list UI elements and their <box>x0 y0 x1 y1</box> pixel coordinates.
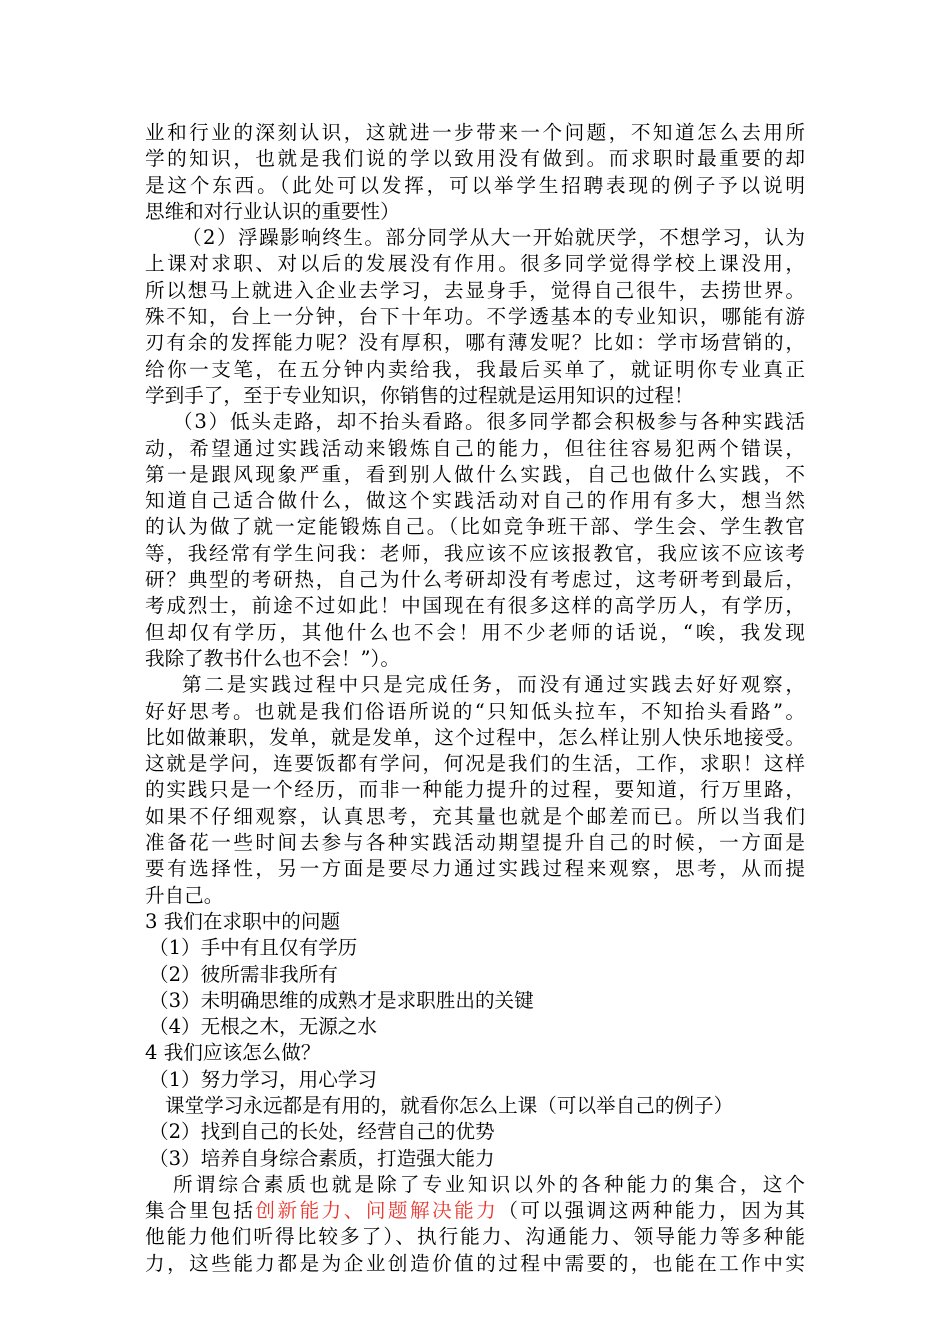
text-line: 第一是跟风现象严重，看到别人做什么实践，自己也做什么实践，不 <box>145 462 805 486</box>
text-line: 所以想马上就进入企业去学习，去显身手，觉得自己很牛，去捞世界。 <box>145 278 805 302</box>
text-line: 是这个东西。（此处可以发挥，可以举学生招聘表现的例子予以说明 <box>145 173 805 197</box>
text-line: 等，我经常有学生问我：老师，我应该不应该报教官，我应该不应该考 <box>145 541 805 565</box>
text-line: 所谓综合素质也就是除了专业知识以外的各种能力的集合，这个 <box>173 1172 805 1196</box>
text-line: 力，这些能力都是为企业创造价值的过程中需要的，也能在工作中实 <box>145 1251 805 1275</box>
text-line: 研？典型的考研热，自己为什么考研却没有考虑过，这考研考到最后， <box>145 568 805 592</box>
text-line: 知道自己适合做什么，做这个实践活动对自己的作用有多大，想当然 <box>145 489 805 513</box>
text-line: 思维和对行业认识的重要性） <box>145 199 400 223</box>
list-item: （2）找到自己的长处，经营自己的优势 <box>149 1120 495 1144</box>
document-page <box>145 120 805 1277</box>
list-item: （1）手中有且仅有学历 <box>149 936 358 960</box>
text-line: 刃有余的发挥能力呢？没有厚积，哪有薄发呢？比如：学市场营销的， <box>145 331 805 355</box>
text-line: 这就是学问，连要饭都有学问，何况是我们的生活，工作，求职！这样 <box>145 752 805 776</box>
section-heading: 4 我们应该怎么做？ <box>145 1041 321 1065</box>
text-line: 准备花一些时间去参与各种实践活动期望提升自己的时候，一方面是 <box>145 831 805 855</box>
list-item: （3）未明确思维的成熟才是求职胜出的关键 <box>149 988 534 1012</box>
text-line: 比如做兼职，发单，就是发单，这个过程中，怎么样让别人快乐地接受。 <box>145 725 805 749</box>
text-line: 课堂学习永远都是有用的，就看你怎么上课（可以举自己的例子） <box>165 1093 734 1117</box>
list-item: （1）努力学习，用心学习 <box>149 1067 377 1091</box>
text-line: （2）浮躁影响终生。部分同学从大一开始就厌学，不想学习，认为 <box>182 226 805 250</box>
text-line: 的实践只是一个经历，而非一种能力提升的过程，要知道，行万里路， <box>145 778 805 802</box>
text-line: 他能力他们听得比较多了）、执行能力、沟通能力、领导能力等多种能 <box>145 1225 805 1249</box>
list-item: （2）彼所需非我所有 <box>149 962 338 986</box>
list-item: （3）培养自身综合素质，打造强大能力 <box>149 1146 495 1170</box>
text-line: 的认为做了就一定能锻炼自己。（比如竞争班干部、学生会、学生教官 <box>145 515 805 539</box>
text-line: （3）低头走路，却不抬头看路。很多同学都会积极参与各种实践活 <box>173 410 805 434</box>
text-line: 如果不仔细观察，认真思考，充其量也就是个邮差而已。所以当我们 <box>145 804 805 828</box>
text-line: 学到手了，至于专业知识，你销售的过程就是运用知识的过程！ <box>145 383 694 407</box>
text-line: 要有选择性，另一方面是要尽力通过实践过程来观察，思考，从而提 <box>145 857 805 881</box>
text-line: 但却仅有学历，其他什么也不会！用不少老师的话说，“唉，我发现 <box>145 620 805 644</box>
section-heading: 3 我们在求职中的问题 <box>145 909 341 933</box>
text-segment: （可以强调这两种能力，因为其 <box>498 1199 806 1223</box>
text-line: 升自己。 <box>145 883 224 907</box>
text-line: 好好思考。也就是我们俗语所说的“只知低头拉车，不知抬头看路”。 <box>145 699 805 723</box>
text-line: 上课对求职、对以后的发展没有作用。很多同学觉得学校上课没用， <box>145 252 805 276</box>
text-line: 考成烈士，前途不过如此！中国现在有很多这样的高学历人，有学历， <box>145 594 805 618</box>
text-line: 动，希望通过实践活动来锻炼自己的能力，但往往容易犯两个错误， <box>145 436 805 460</box>
text-line: 业和行业的深刻认识，这就进一步带来一个问题，不知道怎么去用所 <box>145 121 805 144</box>
text-line: 给你一支笔，在五分钟内卖给我，我最后买单了，就证明你专业真正 <box>145 357 805 381</box>
list-item: （4）无根之木，无源之水 <box>149 1015 377 1039</box>
text-line: 殊不知，台上一分钟，台下十年功。不学透基本的专业知识，哪能有游 <box>145 305 805 329</box>
text-line: 我除了教书什么也不会！”）。 <box>145 646 400 670</box>
text-segment: 集合里包括 <box>145 1199 256 1223</box>
text-line: 学的知识，也就是我们说的学以致用没有做到。而求职时最重要的却 <box>145 147 805 171</box>
text-line: 第二是实践过程中只是完成任务，而没有通过实践去好好观察， <box>182 673 805 697</box>
highlighted-text: 创新能力、问题解决能力 <box>255 1199 499 1223</box>
text-line-highlight <box>145 1198 805 1224</box>
